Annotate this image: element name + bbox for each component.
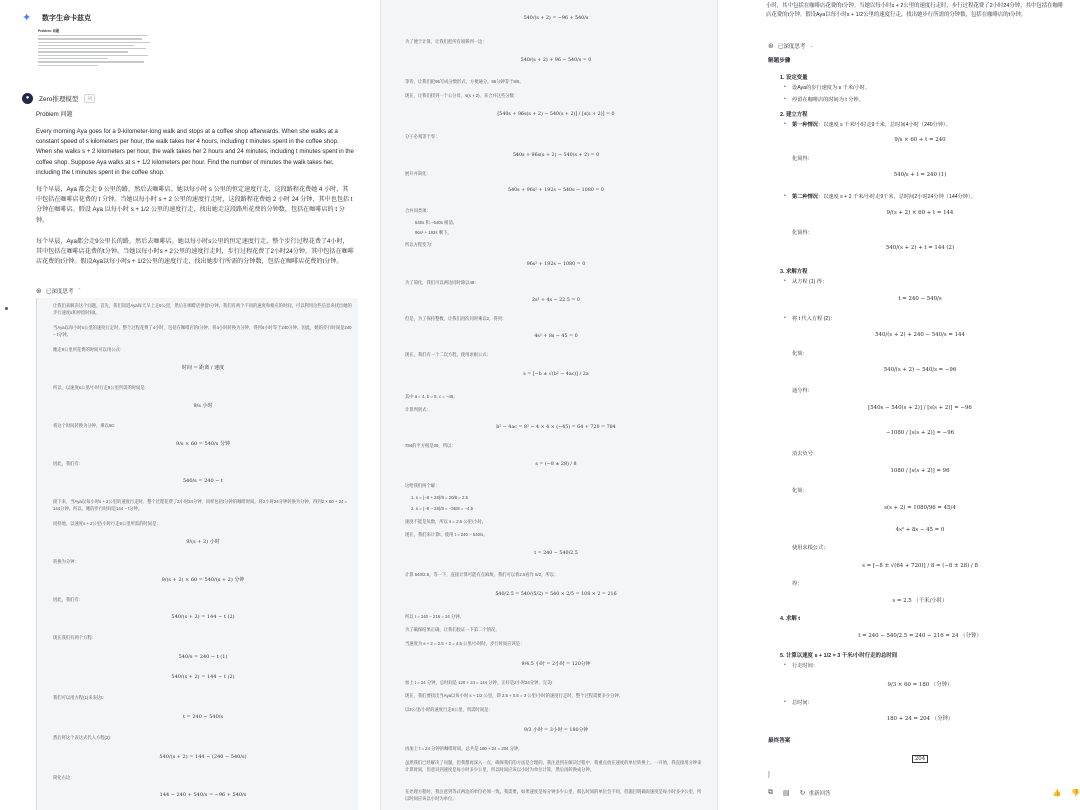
attached-image-thumbnail[interactable] bbox=[38, 28, 156, 78]
think-text: 现在，我们要找出当Aya以每小时 s + 1/2 公里，即 2.5 + 0.5 = 3 公里/小时的速度行走时，整个过程需要多少分钟。 bbox=[405, 693, 624, 698]
think-math: 540/s = 240 − t bbox=[182, 478, 224, 484]
think-math: s = [−b ± √(b² − 4ac)] / 2a bbox=[523, 372, 589, 377]
problem-english: Every morning Aya goes for a 9-kilometer-long walk and stops at a coffee shop afterwards. When she walks at a constant speed of s kilometers per hour, the walk takes her 4 hours, including t minutes spent in the coffee shop. When she walks s + 2 kilometers per hour, the walk takes her 2 hours and 24 minutes, including t minutes spent in the coffee shop. Suppose Aya walks at s + 1/2 kilometers per hour. Find the number of minutes the walk takes her, including the t minutes spent in the coffee shop. bbox=[36, 128, 354, 176]
think-text: 让我们来解决这个问题。首先，我们知道Aya每天早上走9公里，然后在咖啡店停留t分钟。我们有两个不同的速度和相应的时间，可以利用这些信息来找出她的步行速度s和停留时间t。 bbox=[53, 303, 352, 316]
equation: 540/(s + 2) + t = 144 (2) bbox=[885, 245, 955, 251]
step-bullet: • 行走时间： bbox=[792, 662, 818, 669]
step-bullet: • 设Aya的步行速度为 s 千米/小时。 bbox=[792, 84, 870, 91]
think-text: 所以，以速度s公里/小时行走9公里所需的时间是： bbox=[53, 385, 149, 390]
save-icon[interactable]: ▤ bbox=[783, 790, 790, 797]
user-avatar-icon: ✦ bbox=[22, 12, 32, 24]
think-math: 540/(s + 2) + 96 − 540/s = 0 bbox=[520, 58, 592, 63]
step-text: 化简得： bbox=[792, 156, 813, 162]
thumbs-up-icon[interactable]: 👍 bbox=[1052, 790, 1062, 797]
regenerate-label: 重新回答 bbox=[808, 791, 831, 797]
answer-action-bar bbox=[768, 786, 1080, 800]
think-text: 简化右边： bbox=[53, 775, 75, 780]
think-text: 然后将这个表达式代入方程(2)： bbox=[53, 735, 115, 740]
think-text: 加上 t = 24 分钟，总时间是 120 + 24 = 144 分钟，正好是2小时24分钟，完美! bbox=[405, 680, 553, 685]
equation: −1080 / [s(s + 2)] = −96 bbox=[885, 430, 955, 436]
think-text: 等待，让我们把96写成分数形式，方便通分。96分钟等于8/5。 bbox=[405, 79, 524, 84]
think-text: 为了确保结果正确，让我们验证一下第二个情况。 bbox=[405, 627, 500, 632]
think-text: 我们可以用方程(1)来表达t： bbox=[53, 695, 107, 700]
thinking-icon: ⊛ bbox=[768, 43, 774, 50]
step-bullet: • 总时间： bbox=[792, 699, 813, 706]
think-text: 所以方程变为： bbox=[405, 242, 436, 247]
think-text: 现在，我们有一个二次方程，使用求根公式： bbox=[405, 352, 491, 357]
think-math: 2s² + 4s − 22.5 = 0 bbox=[532, 298, 580, 303]
think-text: 因此，我们有： bbox=[53, 597, 84, 602]
step-text: 化简： bbox=[792, 351, 808, 357]
refresh-icon: ↻ bbox=[799, 790, 806, 797]
case-text: ：以速度 s + 2 千米/小时走9千米，总时间2小时24分钟（144分钟）。 bbox=[817, 194, 976, 200]
step-text: 得： bbox=[792, 581, 803, 587]
think-text: 速度不能是负数，所以 s = 2.5 公里/小时。 bbox=[405, 519, 487, 524]
think-text: 现在，我们来计算t，使用 t = 240 − 540/s。 bbox=[405, 532, 488, 537]
think-math: 540/2.5 = 540/(5/2) = 540 × 2/5 = 108 × 2 = 216 bbox=[495, 592, 617, 597]
think-bullet: 96s² + 192s 剩下。 bbox=[415, 230, 452, 235]
think-text: 合并同类项： bbox=[405, 208, 431, 213]
case-text: ：以速度 s 千米/小时走9千米，总时间4小时（240分钟）。 bbox=[817, 122, 951, 128]
think-math: 144 − 240 + 540/s = −96 + 540/s bbox=[159, 792, 247, 798]
equation: s(s + 2) = 1080/96 = 45/4 bbox=[884, 505, 956, 511]
think-bullet: 540s 和 −540s 相消。 bbox=[415, 220, 457, 225]
think-math: 540/(s + 2) = 144 − (240 − 540/s) bbox=[159, 754, 247, 760]
think-text: 当Aya以每小时s公里的速度行走时，整个过程花费了4小时，包括在咖啡店的t分钟。将4小时转换为分钟，得到4小时等于240分钟。因此，她的步行时间是240 − t分钟。 bbox=[53, 325, 352, 338]
equation: 180 + 24 = 204 （分钟） bbox=[886, 716, 954, 722]
solution-title: 解题步骤 bbox=[768, 58, 791, 64]
thinking-start-dot bbox=[5, 307, 8, 310]
think-math: 9/s 小时 bbox=[193, 403, 213, 409]
model-name: Zero推理模型 bbox=[39, 96, 79, 103]
step-bullet bbox=[792, 193, 976, 200]
think-math: 540/s = 240 − t (1) bbox=[178, 654, 228, 660]
problem-chinese-2: 每个早晨，Aya都会走9公里长的路，然后去咖啡店。她以每小时s公里的恒定速度行走，整个步行过程花费了4小时，其中包括在咖啡店花费的t分钟。当她以每小时s + 2公里的速度行走时，步行过程花费了2小时24分钟，其中包括在咖啡店花费的t分钟。假设Aya以每小时s + 1/2公里的速度行走，找出她步行所需的分钟数，包括在咖啡店花费的t分钟。 bbox=[36, 238, 354, 266]
final-answer-box: 204 bbox=[912, 755, 928, 763]
equation: s = 2.5 （千米/小时） bbox=[892, 598, 948, 604]
thinking-icon: ⊛ bbox=[36, 288, 42, 295]
text-cursor: ] bbox=[768, 772, 770, 778]
think-math: 4s² + 8s − 45 = 0 bbox=[534, 334, 578, 339]
equation: 9/s × 60 + t = 240 bbox=[894, 137, 946, 143]
equation: [540s − 540(s + 2)] / [s(s + 2)] = −96 bbox=[868, 405, 972, 411]
think-math: t = 240 − 540/2.5 bbox=[534, 551, 578, 556]
problem-label: Problem 问题 bbox=[36, 111, 73, 118]
think-text: 当速度为 s + 2 = 2.5 + 2 = 4.5 公里/小时时，步行时间应该是： bbox=[405, 641, 525, 646]
step-bullet bbox=[792, 121, 951, 128]
step-bullet: • 从方程 (1) 得： bbox=[792, 278, 827, 285]
user-message-header bbox=[22, 12, 91, 24]
equation: 540/s + t = 240 (1) bbox=[893, 172, 947, 178]
think-math: 9/(s + 2) 小时 bbox=[186, 539, 220, 545]
right-column-answer bbox=[740, 0, 1080, 810]
think-math: 9/(s + 2) × 60 = 540/(s + 2) 分钟 bbox=[161, 577, 245, 583]
problem-chinese-continued: 小时，其中包括在咖啡店花费的t分钟。当她以每小时s + 2公里的速度行走时，步行过程花费了2小时24分钟，其中包括在咖啡店花费的t分钟。假设Aya以每小时s + 1/2公里的速度行走，找出她步行所需的分钟数，包括在咖啡店的t分钟。 bbox=[766, 3, 1064, 18]
think-text: 计算 540/2.5，等一下，直接计算可能有点麻烦，我们可以将2.5看作 5/2，所以： bbox=[405, 572, 559, 577]
user-name: 数字生命卡兹克 bbox=[42, 15, 91, 22]
step-bullet: • 停留在咖啡店的时间为 t 分钟。 bbox=[792, 96, 864, 103]
think-text: 为了便于计算，让我们把所有项移到一边： bbox=[405, 39, 487, 44]
case-label: 第二种情况 bbox=[792, 194, 818, 200]
equation: t = 240 − 540/s bbox=[898, 296, 942, 302]
model-tag: 问 bbox=[84, 94, 95, 103]
think-math: 540/(s + 2) = 144 − t (2) bbox=[171, 614, 235, 620]
think-math: 96s² + 192s − 1080 = 0 bbox=[526, 262, 586, 267]
copy-icon[interactable]: ⧉ bbox=[768, 789, 773, 796]
left-column bbox=[0, 0, 358, 810]
think-text: 所以 t = 240 − 216 = 24 分钟。 bbox=[405, 614, 464, 619]
think-text: 分子必须等于零： bbox=[405, 134, 440, 139]
step-text: 通分得： bbox=[792, 388, 813, 394]
equation: 540/(s + 2) − 540/s = −96 bbox=[883, 367, 957, 373]
think-text: 她走9公里所花费的时间可以用公式： bbox=[53, 347, 125, 352]
think-math: t = 240 − 540/s bbox=[182, 714, 224, 720]
think-math: s = (−8 ± 28) / 8 bbox=[535, 462, 577, 467]
think-text: 现在我们有两个方程： bbox=[53, 635, 96, 640]
deep-thinking-toggle[interactable] bbox=[36, 287, 82, 295]
equation: t = 240 − 540/2.5 = 240 − 216 = 24 （分钟） bbox=[858, 633, 982, 639]
equation: 540/(s + 2) + 240 − 540/s = 144 bbox=[875, 332, 965, 338]
think-text: 为了简化，我们可以两边同时除以48： bbox=[405, 280, 479, 285]
think-text: 展开并简化： bbox=[405, 171, 431, 176]
deep-thinking-label: 已深度思考 bbox=[777, 44, 806, 50]
step-text: 消去负号： bbox=[792, 451, 818, 457]
think-math: 9/3 小时 = 3小时 = 180分钟 bbox=[523, 728, 589, 733]
thumbs-down-icon[interactable]: 👎 bbox=[1071, 790, 1080, 797]
think-math: 时间 = 距离 / 速度 bbox=[181, 365, 225, 371]
step-text: 化简： bbox=[792, 488, 808, 494]
case-label: 第一种情况 bbox=[792, 122, 818, 128]
think-text: 计算判别式： bbox=[405, 407, 431, 412]
think-list-item: 2. s = (−8 − 28)/8 = −36/8 = −4.5 bbox=[411, 506, 473, 511]
think-text: 同样地，以速度s + 2公里/小时行走9公里所需的时间是： bbox=[53, 521, 161, 526]
step-heading: 5. 计算以速度 s + 1/2 = 3 千米/小时行走的总时间 bbox=[780, 653, 898, 659]
think-text: 在处理方程时，我注意到等式两边的单位必须一致。我需要，如果速度是每分钟多少公里，那么时间的单位会不同，但题目明确说速度是每小时多少公里，所以时间应该以小时为单位。 bbox=[405, 789, 702, 802]
step-bullet: • 将 t 代入方程 (2)： bbox=[792, 315, 835, 322]
equation: 9/(s + 2) × 60 + t = 144 bbox=[886, 210, 954, 216]
think-math: 9/s × 60 = 540/s 分钟 bbox=[176, 441, 230, 447]
think-math: 540/(s + 2) = −96 + 540/s bbox=[523, 16, 589, 21]
think-math: 9/4.5 小时 = 2小时 = 120分钟 bbox=[521, 662, 591, 667]
equation: 4s² + 8s − 45 = 0 bbox=[895, 527, 945, 533]
model-avatar: ● bbox=[22, 93, 33, 104]
think-text: 这给我们两个解： bbox=[405, 483, 440, 488]
step-text: 使用求根公式： bbox=[792, 545, 829, 551]
thumbnail-title: Problem: 问题 bbox=[38, 29, 60, 33]
problem-chinese-1: 每个早晨，Aya 都会走 9 公里的路，然后去咖啡店。她以每小时 s 公里的恒定速度行走，这段路程花费她 4 小时，其中包括在咖啡店花费的 t 分钟。当她以每小时 s + 2 公里的速度行走时，这段路程花费她 2 小时 24 分钟，其中也包括 t 分钟在咖啡店。假设 Aya 以每小时 s + 1/2 公里的速度行走，找出她走这段路所花费的分钟数，包括在咖啡店的 t 分钟。 bbox=[36, 186, 353, 224]
think-text: 但是，为了保持整数，让我们再次同时乘以2，得到： bbox=[405, 316, 507, 321]
think-text: 以3公里/小时的速度行走9公里，所需时间是： bbox=[405, 707, 493, 712]
step-heading: 1. 设定变量 bbox=[780, 75, 808, 81]
deep-thinking-toggle[interactable] bbox=[768, 42, 814, 50]
think-text: 转换为分钟： bbox=[53, 559, 79, 564]
think-math: 540s + 96s(s + 2) − 540(s + 2) = 0 bbox=[512, 153, 600, 158]
final-answer bbox=[770, 756, 1070, 762]
deep-thinking-label: 已深度思考 bbox=[45, 289, 74, 295]
equation: 9/3 × 60 = 180 （分钟） bbox=[887, 682, 953, 688]
think-text: 其中 a = 4, b = 8, c = −45。 bbox=[405, 394, 458, 399]
step-heading: 2. 建立方程 bbox=[780, 112, 808, 118]
think-math: 540s + 96s² + 192s − 540s − 1080 = 0 bbox=[508, 188, 604, 193]
think-math: b² − 4ac = 8² − 4 × 4 × (−45) = 64 + 720 = 784 bbox=[496, 425, 616, 430]
think-math: 540/(s + 2) = 144 − t (2) bbox=[171, 674, 235, 680]
think-list-item: 1. s = (−8 + 28)/8 = 20/8 = 2.5 bbox=[411, 495, 468, 500]
think-text: 将这个时间转换为分钟，乘以60： bbox=[53, 423, 118, 428]
equation: s = [−8 ± √(64 + 720)] / 8 = (−8 ± 28) / 8 bbox=[862, 563, 978, 569]
model-header bbox=[22, 93, 95, 104]
middle-column-thinking bbox=[380, 0, 718, 810]
final-answer-label: 最终答案 bbox=[768, 738, 791, 744]
chevron-down-icon: ⌄ bbox=[809, 43, 814, 49]
step-heading: 3. 求解方程 bbox=[780, 269, 808, 275]
step-heading: 4. 求解 t bbox=[780, 616, 801, 622]
step-text: 化简得： bbox=[792, 230, 813, 236]
think-text: 接下来，当Aya以每小时s + 2公里的速度行走时，整个过程花费了2小时24分钟，同样包括t分钟的咖啡时间。将2小时24分钟转换为分钟，得到2 × 60 + 24 = 144分钟。所以，她的步行时间是144 − t分钟。 bbox=[53, 499, 348, 512]
think-text: 现在，让我们找到一个公分母，s(s + 2)，来合并这些分数： bbox=[405, 93, 519, 98]
think-text: 784的平方根是28，所以： bbox=[405, 443, 456, 448]
equation: 1080 / [s(s + 2)] = 96 bbox=[890, 468, 950, 474]
think-text: 再加上 t = 24 分钟的咖啡时间，总共是 180 + 24 = 204 分钟。 bbox=[405, 746, 523, 751]
chevron-up-icon: ⌃ bbox=[77, 288, 82, 294]
regenerate-button[interactable] bbox=[800, 789, 831, 797]
thinking-panel bbox=[36, 298, 358, 810]
think-text: 因此，我们有： bbox=[53, 461, 84, 466]
think-text: 虽然我们已经解决了问题，但我想再深入一点，确保我们的方法是合理的。我注意到在解决过程中，我重点放在速度的单位转换上。一开始，我直接用分钟来计算时间，但意识到速度是每小时多少公里，所以时间应该以小时为单位计算，然后再转换成分钟。 bbox=[405, 760, 702, 773]
think-math: [540s + 96s(s + 2) − 540(s + 2)] / [s(s + 2)] = 0 bbox=[497, 112, 615, 117]
